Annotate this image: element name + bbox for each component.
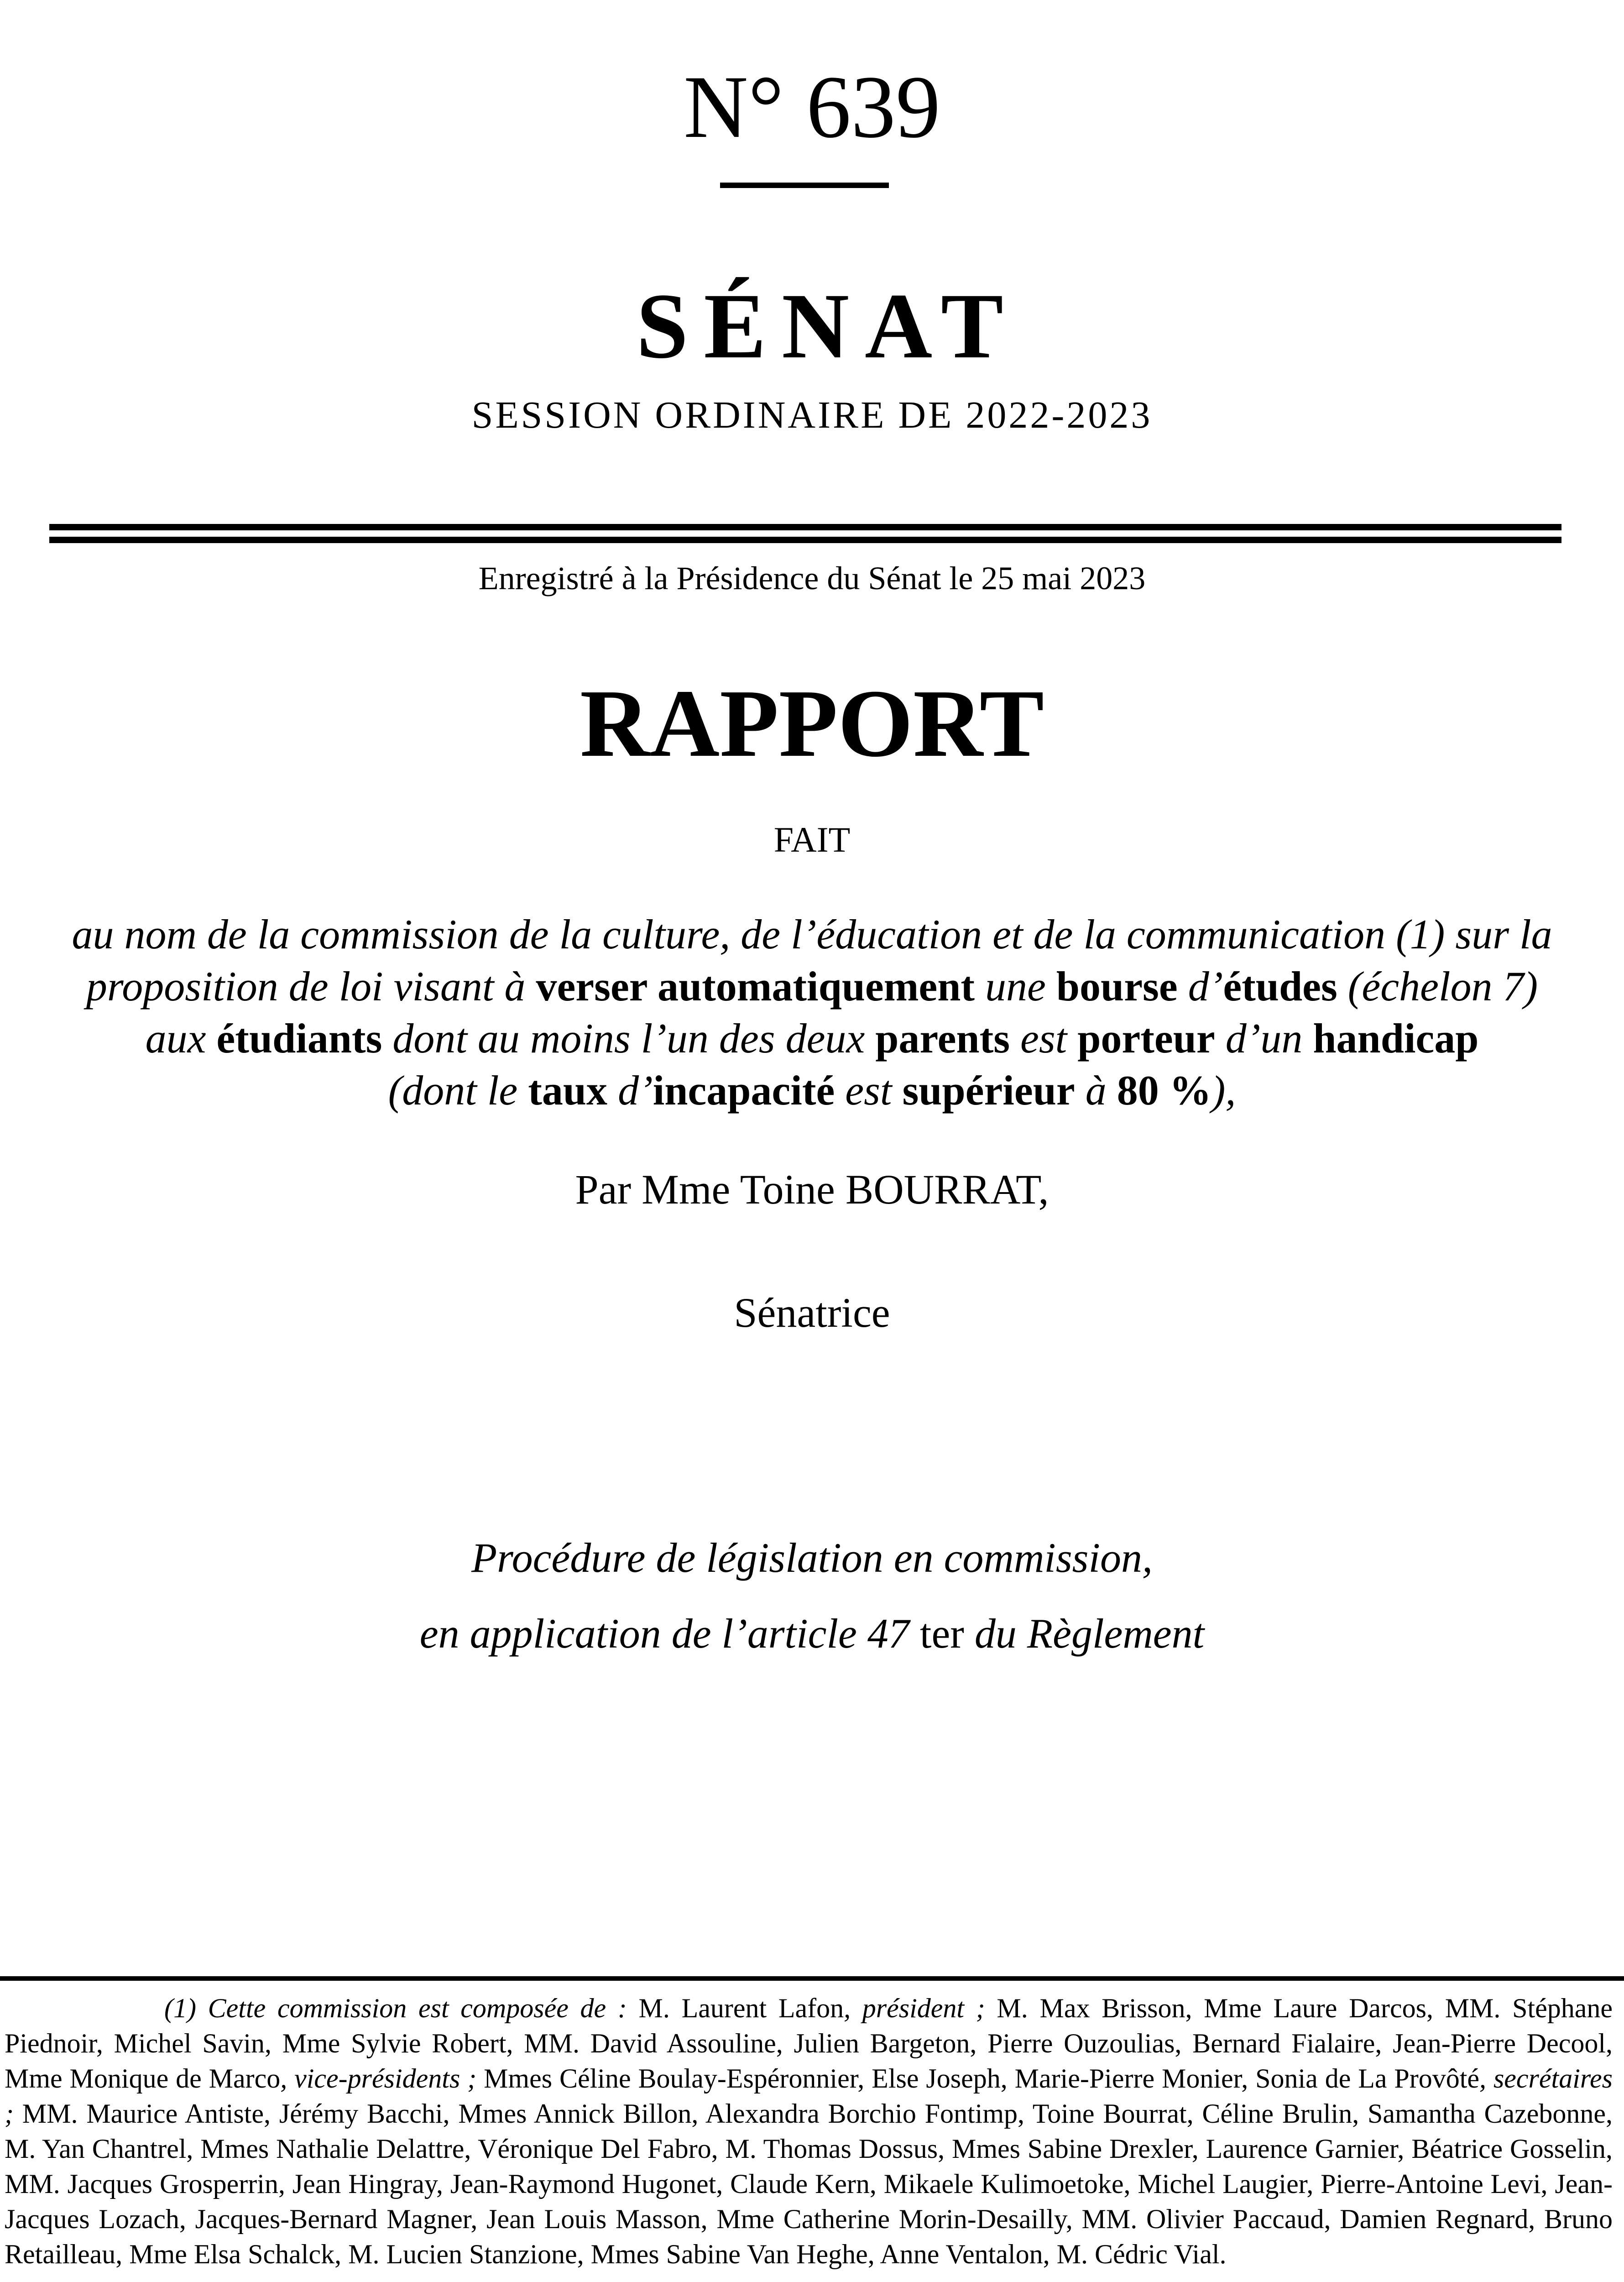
object-text: (dont le [388,1067,528,1114]
object-keyword: incapacité [653,1067,835,1114]
report-subtitle: FAIT [773,820,851,859]
object-keyword: taux [528,1067,608,1114]
report-object [0,908,1624,1116]
chamber-title: SÉNAT [636,274,1019,378]
number-underline [720,183,889,188]
object-text: au nom de la commission de la culture, de l’éducation et de la communication (1) sur la [72,911,1552,958]
object-keyword: porteur [1077,1015,1215,1062]
double-rule-bottom [49,537,1561,543]
object-text: d’un [1215,1015,1313,1062]
object-text: aux [145,1015,217,1062]
composition-intro: (1) Cette commission est composée de : [164,1993,627,2023]
vice-presidents-role: , vice-présidents ; [280,2063,477,2094]
object-keyword: étudiants [216,1015,382,1062]
procedure-ter: ter [919,1610,964,1657]
object-text: d’ [1177,963,1223,1010]
object-line-4 [0,1064,1624,1116]
object-line-3 [0,1012,1624,1064]
vice-presidents-names: M. Max Brisson, Mme Laure Darcos, MM. Stéphane Piednoir, Michel Savin, Mme Sylvie Robert, MM. David Assouline, Julien Bargeton, Pierre Ouzoulias, Bernard Fialaire, Jean-Pierre Decool, Mme Monique de Marco [5,1993,1613,2094]
object-keyword: parents [875,1015,1010,1062]
object-keyword: bourse [1056,963,1178,1010]
object-text: proposition de loi visant à [86,963,536,1010]
procedure-line-1: Procédure de législation en commission, [471,1534,1153,1581]
object-keyword: 80 % [1117,1067,1211,1114]
procedure-note [0,1520,1624,1671]
object-keyword: études [1223,963,1337,1010]
object-keyword: verser automatiquement [536,963,975,1010]
object-text: d’ [607,1067,653,1114]
president-role: , président ; [844,1993,985,2023]
procedure-line-2 [0,1596,1624,1671]
president-name: M. Laurent Lafon [627,1993,844,2023]
object-text: dont au moins l’un des deux [382,1015,876,1062]
object-text: à [1075,1067,1117,1114]
session-label: SESSION ORDINAIRE DE 2022-2023 [471,394,1153,436]
object-keyword: supérieur [902,1067,1075,1114]
object-text: ), [1211,1067,1236,1114]
rapporteur-role: Sénatrice [734,1289,890,1336]
commission-composition [5,1991,1613,2272]
object-text: est [1010,1015,1078,1062]
double-rule-top [49,524,1561,530]
members-names: MM. Maurice Antiste, Jérémy Bacchi, Mmes Annick Billon, Alexandra Borchio Fontimp, Toine Bourrat, Céline Brulin, Samantha Cazebonne, M. Yan Chantrel, Mmes Nathalie Delattre, Véronique Del Fabro, M. Thomas Dossus, Mmes Sabine Drexler, Laurence Garnier, Béatrice Gosselin, MM. Jacques Grosperrin, Jean Hingray, Jean-Raymond Hugonet, Claude Kern, Mikaele Kulimoetoke, Michel Laugier, Pierre-Antoine Levi, Jean-Jacques Lozach, Jacques-Bernard Magner, Jean Louis Masson, Mme Catherine Morin-Desailly, MM. Olivier Paccaud, Damien Regnard, Bruno Retailleau, Mme Elsa Schalck, M. Lucien Stanzione, Mmes Sabine Van Heghe, Anne Ventalon, M. Cédric Vial. [5,2099,1613,2269]
secretaries-names: Mmes Céline Boulay-Espéronnier, Else Joseph, Marie-Pierre Monier, Sonia de La Provôté [476,2063,1480,2094]
registration-date: Enregistré à la Présidence du Sénat le 25 mai 2023 [478,560,1146,597]
footnote-rule [0,1976,1624,1981]
rapporteur-name: Par Mme Toine BOURRAT, [575,1166,1049,1213]
document-number: N° 639 [684,58,940,157]
secretaries-role: , secrétaires ; [5,2063,1613,2129]
object-keyword: handicap [1313,1015,1479,1062]
object-line-2 [0,960,1624,1012]
object-text: une [975,963,1056,1010]
report-title: RAPPORT [580,670,1044,777]
procedure-text: en application de l’article 47 [419,1610,920,1657]
object-text: (échelon 7) [1337,963,1538,1010]
procedure-text: du Règlement [964,1610,1205,1657]
object-text: est [835,1067,903,1114]
object-line-1 [0,908,1624,960]
